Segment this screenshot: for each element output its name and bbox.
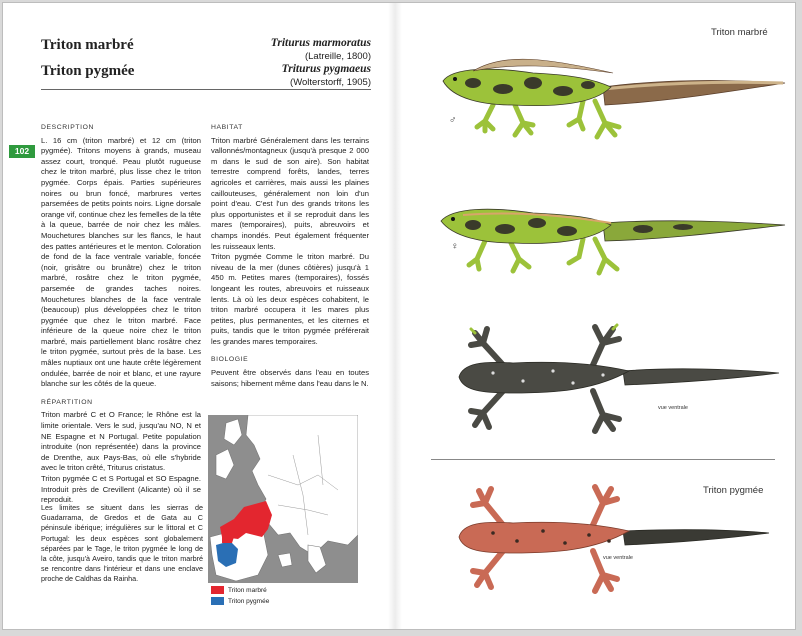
description-heading: DESCRIPTION [41,124,95,131]
illustration-marbre-male [433,43,793,143]
ventral-label-marbre: vue ventrale [658,405,688,411]
repartition-paragraph: Les limites se situent dans les sierras de Guadarrama, de Gredos et de Gata au C péninsule ibérique; irrégulières sur le littoral et C Portugal: les deux espèces sont globalement séparées par le Tage, le triton pygmée le long de la côte, jusqu'à Aveiro, tandis que le triton marbré se rencontre dans l'intérieur et dans une enclave proche de Caldhas da Rainha. [41,503,203,584]
text-column-left-bottom [41,503,203,585]
description-text: L. 16 cm (triton marbré) et 12 cm (triton pygmée). Tritons moyens à grands, museau assez court, tronqué. Peau plutôt rugueuse chez le triton marbré, plus lisse chez le triton pygmée. Corps épais. Parties supérieures noires ou brun foncé, marbrures vertes parsemées de petits points noirs. Ligne dorsale orange vif, continue chez les femelles de la tête à la queue, barrée de noir chez les mâles. Mouchetures blanches sur les flancs, le haut des pattes antérieures et le menton. Coloration de fond de la face ventrale variable, foncée (noir, grisâtre ou brunâtre) chez le triton marbré, rosâtre chez le triton pygmée, parsemée de grandes taches noires. Mouchetures blanches de la face ventrale (beaucoup) plus développées chez le triton pygmée que chez le triton marbré. Face inférieure de la queue noire chez le triton marbré, mais partiellement blanc rosâtre chez le triton pygmée, surtout près de la base. Les mâles nuptiaux ont une haute crête légèrement ondulée, barrée de noir et blanc, et une rayure blanche sur les côtés de la queue. [41,135,201,389]
europe-map-graphic [208,415,358,583]
female-symbol: ♀ [451,241,459,252]
species-author: (Latreille, 1800) [304,51,371,62]
biologie-heading: BIOLOGIE [211,356,249,364]
header-rule [41,89,371,90]
book-spread [2,2,796,630]
species-author: (Wolterstorff, 1905) [290,77,371,88]
repartition-paragraph: Triton marbré C et O France; le Rhône est la limite orientale. Vers le sud, jusqu'au NO, N et NE Espagne et N Portugal. Petite population introduite (non représentée) dans la province de Drenthe, aux Pays-Bas, où elle s'hybride avec le triton crêté, Triturus cristatus. [41,410,201,473]
habitat-heading: HABITAT [211,124,243,131]
habitat-paragraph: Triton marbré Généralement dans les terrains vallonnés/montagneux (jusqu'à presque 2 000 m dans le sud de son aire). Son habitat terrestre comprend forêts, landes, terres agricoles et carrières, mais aussi les plaines caillouteuses, généralement non loin d'un point d'eau. C'est l'un des grands tritons les plus opportunistes et il se reproduit dans les mares (temporaires), puits, abreuvoirs et champs inondés. Peut également fréquenter les ruisseaux lents. [211,135,369,251]
legend-item [211,597,269,608]
text-column-right [211,123,369,389]
plate-title-pygmee: Triton pygmée [703,485,764,496]
legend-swatch [211,586,224,594]
male-symbol: ♂ [449,115,457,126]
legend-swatch [211,597,224,605]
book-spine [388,3,402,630]
text-column-left [41,123,201,506]
plate-title-marbre: Triton marbré [711,27,768,38]
legend-label: Triton pygmée [228,598,270,605]
repartition-heading: RÉPARTITION [41,398,93,406]
species-name-latin: Triturus pygmaeus [281,63,371,75]
page-number: 102 [9,145,35,158]
species-name-latin: Triturus marmoratus [270,37,371,49]
repartition-paragraph: Triton pygmée C et S Portugal et SO Espagne. Introduit près de Crevillent (Alicante) où il se reproduit. [41,474,201,505]
illustration-pygmee-ventral [453,479,783,609]
legend-label: Triton marbré [228,587,267,594]
legend-item [211,586,269,597]
illustration-marbre-female [433,195,793,285]
habitat-paragraph: Triton pygmée Comme le triton marbré. Du niveau de la mer (dunes côtières) jusqu'à 1 450 m. Petites mares (temporaires), fossés longeant les routes, abreuvoirs et ruisseaux lents. Là où les deux espèces cohabitent, le triton marbré occupera it les mares plus petites, plus permanentes, et les citernes et puits, tandis que le triton pygmée préférerait les grandes mares temporaires. [211,252,369,346]
biologie-text: Peuvent être observés dans l'eau en toutes saisons; hibernent même dans l'eau dans le N. [211,368,369,388]
distribution-map [208,415,358,583]
map-legend [211,586,269,608]
illustration-marbre-ventral [453,315,783,445]
ventral-label-pygmee: vue ventrale [603,555,633,561]
species-name-fr: Triton pygmée [41,63,135,79]
plate-divider [431,459,775,460]
species-name-fr: Triton marbré [41,37,134,53]
